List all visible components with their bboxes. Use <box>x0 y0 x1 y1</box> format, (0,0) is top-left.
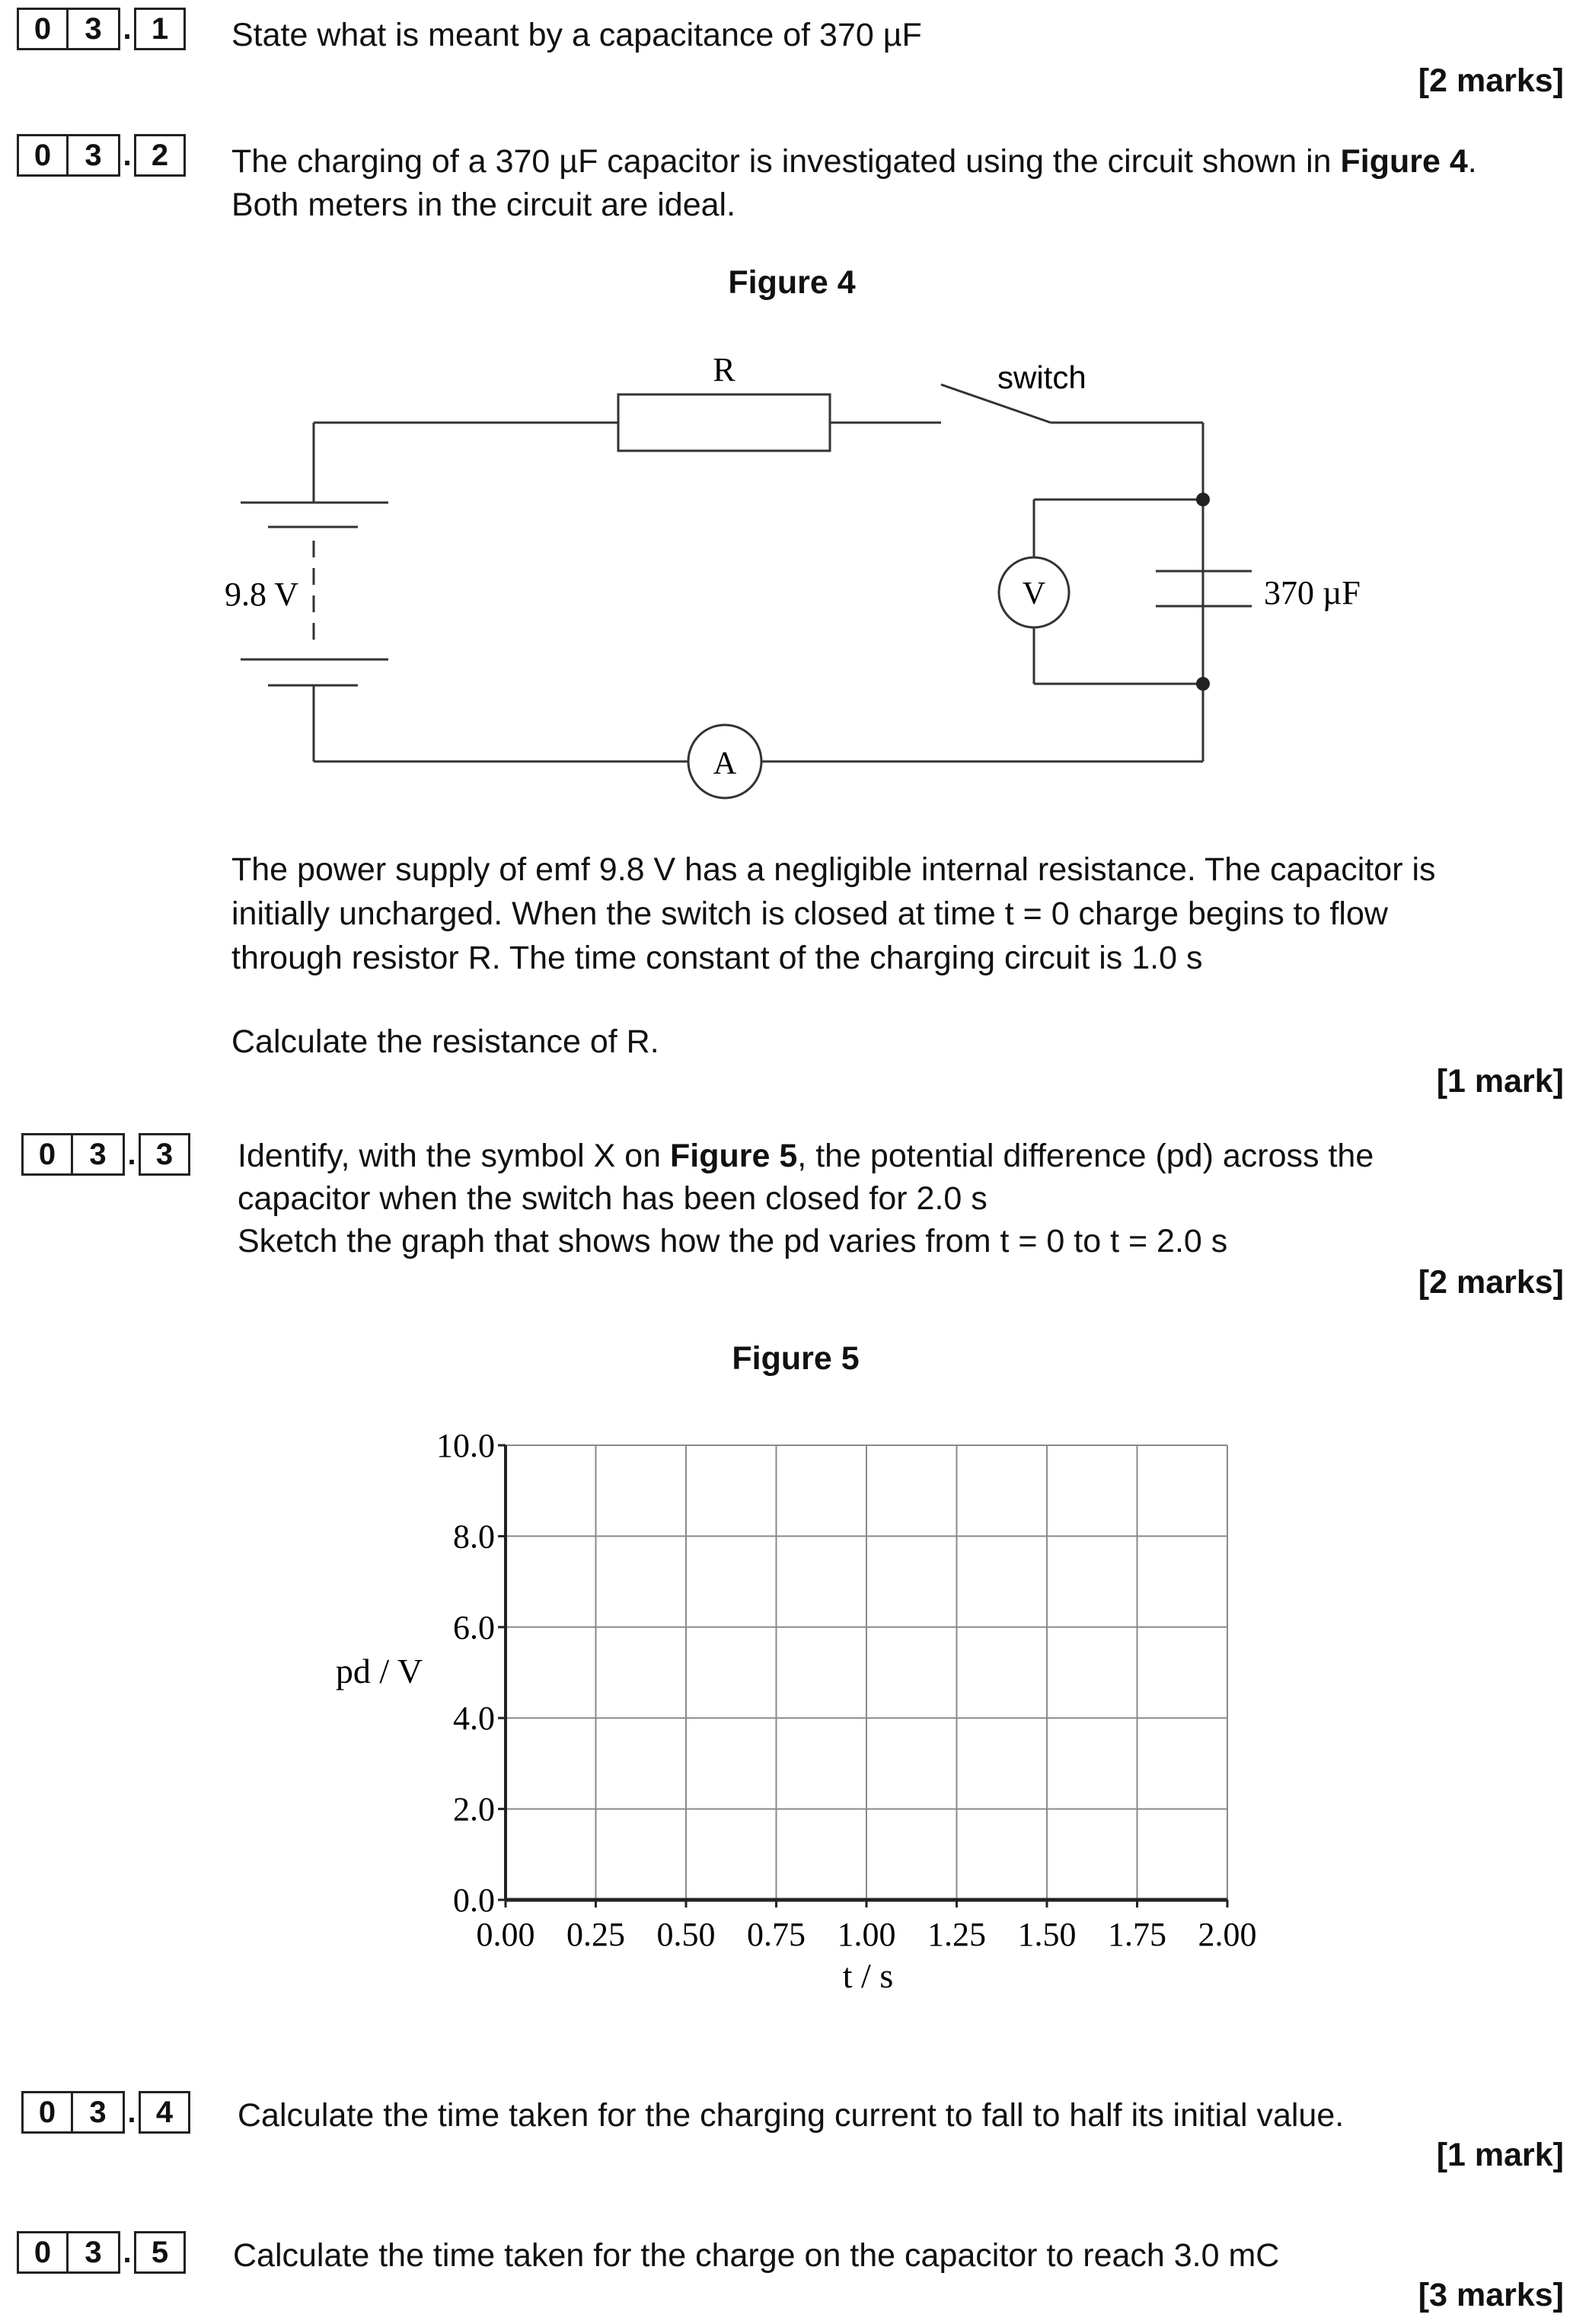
qnum-digit: 4 <box>139 2091 190 2134</box>
qnum-digit: 3 <box>73 1133 125 1176</box>
supply-label: 9.8 V <box>225 576 298 613</box>
question-text: capacitor when the switch has been closed for 2.0 s <box>238 1180 988 1217</box>
y-tick-label: 2.0 <box>453 1790 495 1828</box>
switch-label: switch <box>997 359 1086 395</box>
marks-label: [2 marks] <box>1418 1264 1564 1301</box>
qnum-digit: 3 <box>73 2091 125 2134</box>
question-number-03-5: 0 3 . 5 <box>17 2231 186 2274</box>
marks-label: [1 mark] <box>1436 2137 1564 2173</box>
y-tick-label: 8.0 <box>453 1518 495 1556</box>
marks-label: [3 marks] <box>1418 2277 1564 2313</box>
qnum-digit: 3 <box>69 8 120 50</box>
question-text: State what is meant by a capacitance of 370 µF <box>231 17 922 53</box>
x-tick-label: 0.75 <box>747 1916 806 1953</box>
question-number-03-1: 0 3 . 1 <box>17 8 186 50</box>
qnum-digit: 3 <box>69 2231 120 2274</box>
circuit-diagram <box>0 0 1573 838</box>
marks-label: [2 marks] <box>1418 62 1564 99</box>
question-number-03-2: 0 3 . 2 <box>17 134 186 177</box>
y-tick-label: 0.0 <box>453 1882 495 1919</box>
qnum-digit: 0 <box>21 1133 73 1176</box>
pd-time-graph <box>0 1409 1573 2018</box>
figure-title: Figure 4 <box>728 264 856 301</box>
y-tick-label: 4.0 <box>453 1700 495 1738</box>
qnum-digit: 0 <box>17 2231 69 2274</box>
ammeter-label: A <box>713 746 737 781</box>
question-text: Sketch the graph that shows how the pd varies from t = 0 to t = 2.0 s <box>238 1223 1228 1259</box>
qnum-digit: 0 <box>17 8 69 50</box>
qnum-digit: 1 <box>134 8 186 50</box>
question-text: Identify, with the symbol X on Figure 5, the potential difference (pd) across the <box>238 1138 1374 1174</box>
question-number-03-3: 0 3 . 3 <box>21 1133 190 1176</box>
question-text: Calculate the time taken for the charge on the capacitor to reach 3.0 mC <box>233 2237 1280 2274</box>
x-tick-label: 1.75 <box>1108 1916 1166 1953</box>
capacitor-label: 370 µF <box>1264 574 1361 611</box>
voltmeter-label: V <box>1022 576 1046 611</box>
junction-dot <box>1196 677 1210 691</box>
question-text: Calculate the time taken for the charging current to fall to half its initial value. <box>238 2097 1345 2134</box>
question-instruction: Calculate the resistance of R. <box>231 1023 659 1060</box>
resistor <box>618 394 830 451</box>
x-tick-label: 2.00 <box>1198 1916 1257 1953</box>
figure-title: Figure 5 <box>732 1340 860 1377</box>
qnum-digit: 5 <box>134 2231 186 2274</box>
y-tick-label: 6.0 <box>453 1608 495 1646</box>
question-text: The charging of a 370 µF capacitor is investigated using the circuit shown in Figure 4. <box>231 143 1477 180</box>
x-tick-label: 0.25 <box>566 1916 625 1953</box>
y-axis-label: pd / V <box>335 1652 423 1690</box>
qnum-digit: 3 <box>69 134 120 177</box>
resistor-label: R <box>713 351 735 388</box>
junction-dot <box>1196 493 1210 506</box>
x-tick-label: 1.50 <box>1017 1916 1077 1953</box>
question-text: The power supply of emf 9.8 V has a negligible internal resistance. The capacitor is <box>231 851 1436 888</box>
qnum-digit: 0 <box>21 2091 73 2134</box>
qnum-digit: 3 <box>139 1133 190 1176</box>
question-text: Both meters in the circuit are ideal. <box>231 187 736 223</box>
x-tick-label: 1.00 <box>837 1916 896 1953</box>
x-axis-label: t / s <box>842 1956 894 1995</box>
question-text: through resistor R. The time constant of the charging circuit is 1.0 s <box>231 940 1203 976</box>
qnum-digit: 0 <box>17 134 69 177</box>
qnum-digit: 2 <box>134 134 186 177</box>
x-tick-label: 0.00 <box>476 1916 535 1953</box>
marks-label: [1 mark] <box>1436 1063 1564 1100</box>
question-text: initially uncharged. When the switch is closed at time t = 0 charge begins to flow <box>231 895 1388 932</box>
x-tick-label: 0.50 <box>656 1916 716 1953</box>
y-tick-label: 10.0 <box>436 1427 495 1464</box>
question-number-03-4: 0 3 . 4 <box>21 2091 190 2134</box>
x-tick-label: 1.25 <box>927 1916 986 1953</box>
